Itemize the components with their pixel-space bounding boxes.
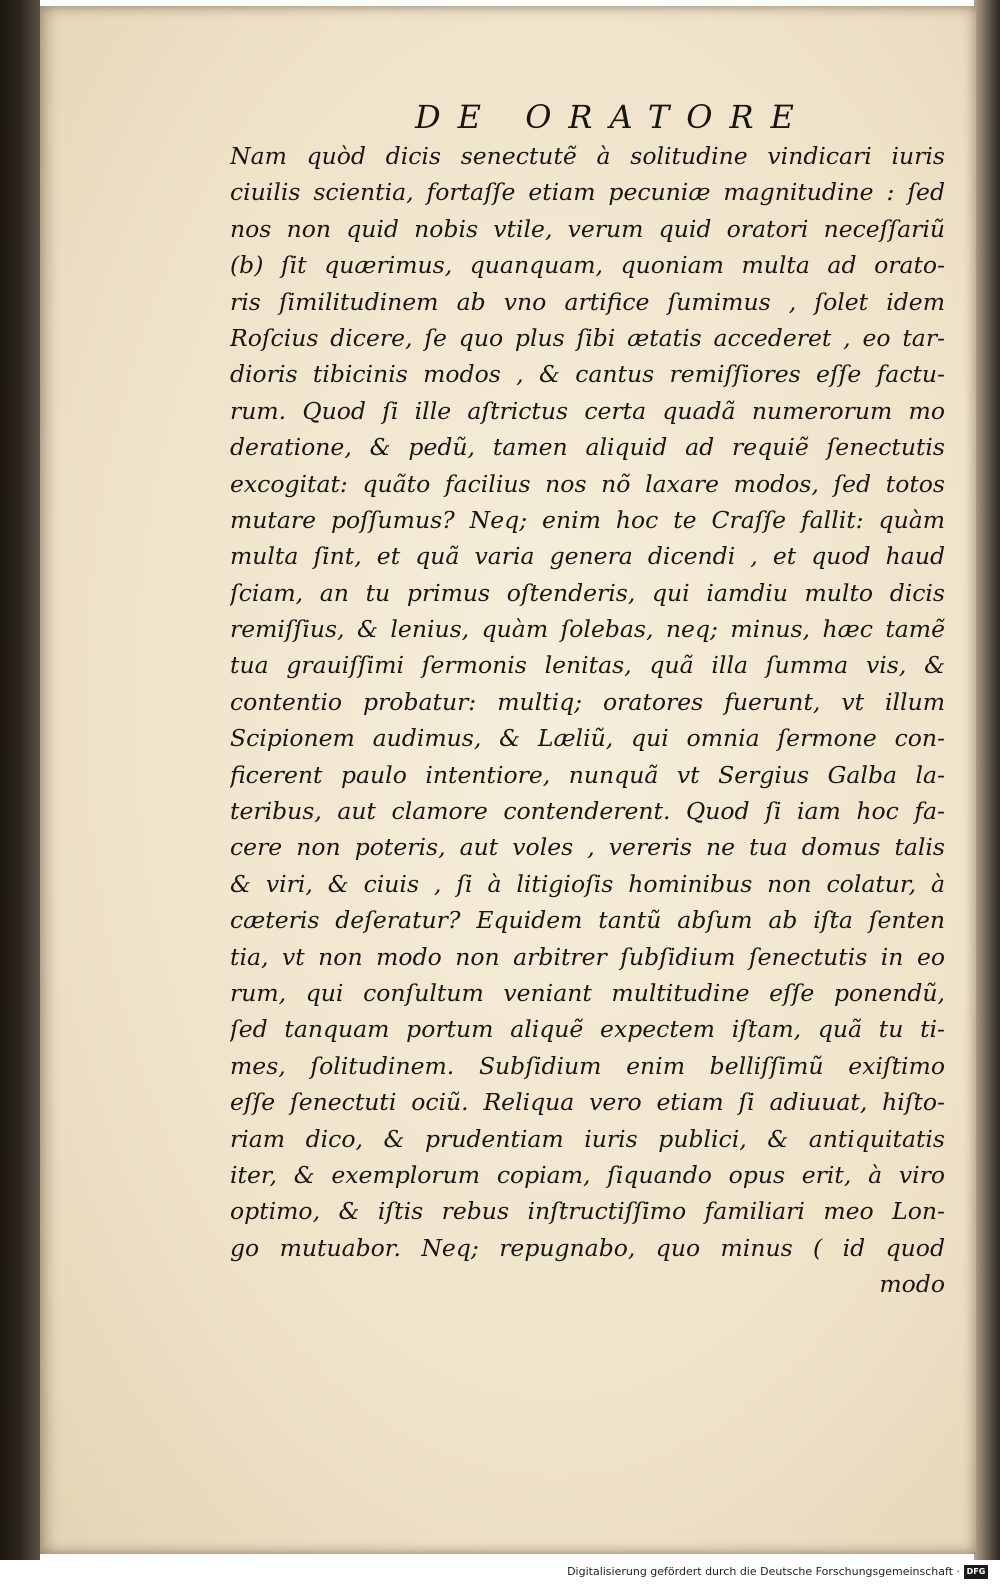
text-line: (b) ſit quærimus, quanquam, quoniam multa ad orato- [230,251,945,280]
text-line: dioris tibicinis modos , & cantus remiſſiores eſſe factu- [230,360,945,389]
text-line: remiſſius, & lenius, quàm ſolebas, neq; minus, hæc tamẽ [230,615,945,644]
text-line: ciuilis scientia, fortaſſe etiam pecuniæ magnitudine : ſed [230,178,945,207]
text-line: Nam quòd dicis senectutẽ à solitudine vindicari iuris [230,142,945,170]
text-line: eſſe ſenectuti ociũ. Reliqua vero etiam ſi adiuuat, hiſto- [230,1088,945,1117]
text-line: tia, vt non modo non arbitrer ſubſidium ſenectutis in eo [230,942,945,971]
text-line: mutare poſſumus? Neq; enim hoc te Craſſe fallit: quàm [230,505,945,534]
book-binding-edge [0,0,40,1560]
text-line: optimo, & iſtis rebus inſtructiſſimo familiari meo Lon- [230,1197,945,1226]
text-line: tua grauiſſimi ſermonis lenitas, quã illa ſumma vis, & [230,651,945,680]
text-line: go mutuabor. Neq; repugnabo, quo minus ( id quod [230,1233,945,1262]
text-line: nos non quid nobis vtile, verum quid oratori neceſſariũ [230,214,945,243]
text-line: rum, qui conſultum veniant multitudine eſſe ponendũ, [230,978,945,1007]
text-line: ris ſimilitudinem ab vno artifice ſumimus , ſolet idem [230,287,945,316]
text-line: teribus, aut clamore contenderent. Quod ſi iam hoc fa- [230,797,945,826]
text-line: mes, ſolitudinem. Subſidium enim belliſſimũ exiſtimo [230,1051,945,1080]
text-line: deratione, & pedũ, tamen aliquid ad requiẽ ſenectutis [230,433,945,462]
text-line: excogitat: quãto facilius nos nõ laxare modos, ſed totos [230,469,945,498]
catchword: modo [879,1270,945,1299]
page-fore-edge [974,0,1000,1560]
text-line: Scipionem audimus, & Læliũ, qui omnia ſermone con- [230,724,945,753]
text-line: iter, & exemplorum copiam, ſiquando opus erit, à viro [230,1160,945,1189]
text-line: riam dico, & prudentiam iuris publici, & antiquitatis [230,1124,945,1153]
text-line: ſed tanquam portum aliquẽ expectem iſtam, quã tu ti- [230,1015,945,1044]
running-header: DE ORATORE [415,98,811,136]
text-line: ficerent paulo intentiore, nunquã vt Sergius Galba la- [230,760,945,789]
text-line: ſciam, an tu primus oſtenderis, qui iamdiu multo dicis [230,578,945,607]
text-line: Roſcius dicere, ſe quo plus ſibi ætatis accederet , eo tar- [230,323,945,352]
page-body-text [230,138,945,1303]
text-line: rum. Quod ſi ille aſtrictus certa quadã numerorum mo [230,396,945,425]
funding-credit: Digitalisierung gefördert durch die Deutsche Forschungsgemeinschaft · [567,1565,960,1578]
text-line: cere non poteris, aut voles , vereris ne tua domus talis [230,833,945,862]
digitization-footer [0,1560,1000,1586]
text-line: multa ſint, et quã varia genera dicendi , et quod haud [230,542,945,571]
dfg-logo-icon: DFG [964,1565,988,1579]
text-line: cæteris deſeratur? Equidem tantũ abſum ab iſta ſenten [230,906,945,935]
text-line: contentio probatur: multiq; oratores fuerunt, vt illum [230,687,945,716]
text-line: & viri, & ciuis , ſi à litigioſis hominibus non colatur, à [230,869,945,898]
